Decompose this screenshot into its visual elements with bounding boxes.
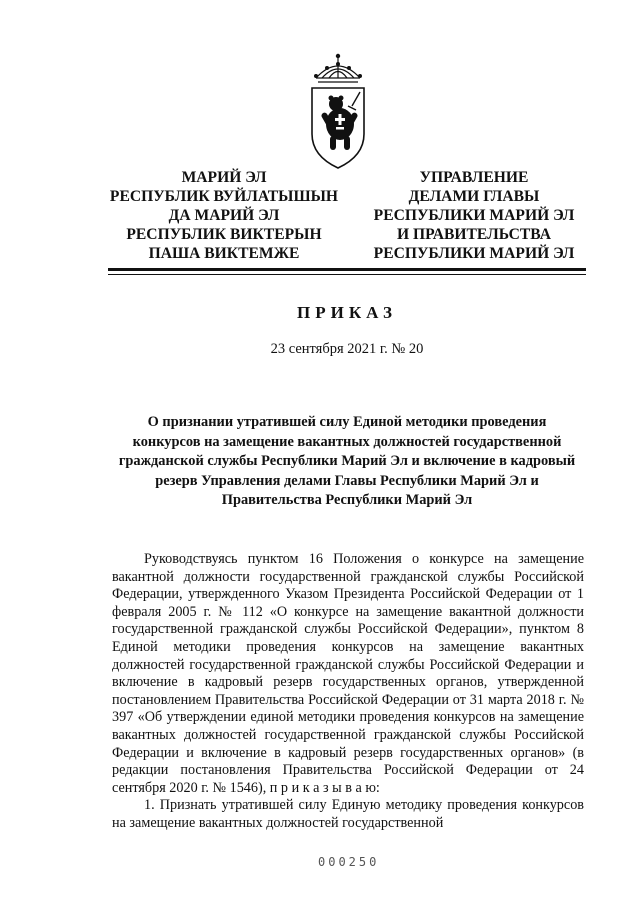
issuer-name-mari: МАРИЙ ЭЛ РЕСПУБЛИК ВУЙЛАТЫШЫН ДА МАРИЙ ЭЛ РЕСПУБЛИК ВИКТЕРЫН ПАША ВИКТЕМЖЕ: [109, 169, 339, 262]
document-type: ПРИКАЗ: [297, 303, 397, 322]
body-paragraph-preamble: Руководствуясь пунктом 16 Положения о конкурсе на замещение вакантной должности государственной гражданской службы Российской Федерации, утвержденного Указом Президента Российской Федерации от 1 февраля 2005 г. № 112 «О конкурсе на замещение вакантной должности государственной гражданской службы Российской Федерации», пунктом 8 Единой методики проведения конкурсов на замещение вакантных должностей государственной гражданской службы Российской Федерации и включение в кадровый резерв государственных органов, утвержденной постановлением Правительства Российской Федерации от 31 марта 2018 г. № 397 «Об утверждении единой методики проведения конкурсов на замещение вакантных должностей государственной гражданской службы Российской Федерации и включение в кадровый резерв государственных органов» (в редакции постановления Правительства Российской Федерации от 24 сентября 2020 г. № 1546), п р и к а з ы в а ю:: [112, 551, 584, 796]
issuer-name-russian: УПРАВЛЕНИЕ ДЕЛАМИ ГЛАВЫ РЕСПУБЛИКИ МАРИЙ ЭЛ И ПРАВИТЕЛЬСТВА РЕСПУБЛИКИ МАРИЙ ЭЛ: [373, 169, 575, 262]
document-date-number: 23 сентября 2021 г. № 20: [270, 341, 424, 357]
body-paragraph-item-1: 1. Признать утратившей силу Единую методику проведения конкурсов на замещение вакантных должностей государственной: [112, 797, 584, 831]
header-divider-thick: [108, 268, 586, 271]
document-body: [112, 551, 584, 833]
coat-of-arms-emblem: [302, 52, 374, 172]
document-title: О признании утратившей силу Единой методики проведения конкурсов на замещение вакантных должностей государственной гражданской службы Республики Марий Эл и включение в кадровый резерв Управления делами Главы Республики Марий Эл и Правительства Республики Марий Эл: [118, 414, 576, 508]
page-number-stamp: 000250: [318, 855, 380, 869]
header-divider-thin: [108, 274, 586, 275]
